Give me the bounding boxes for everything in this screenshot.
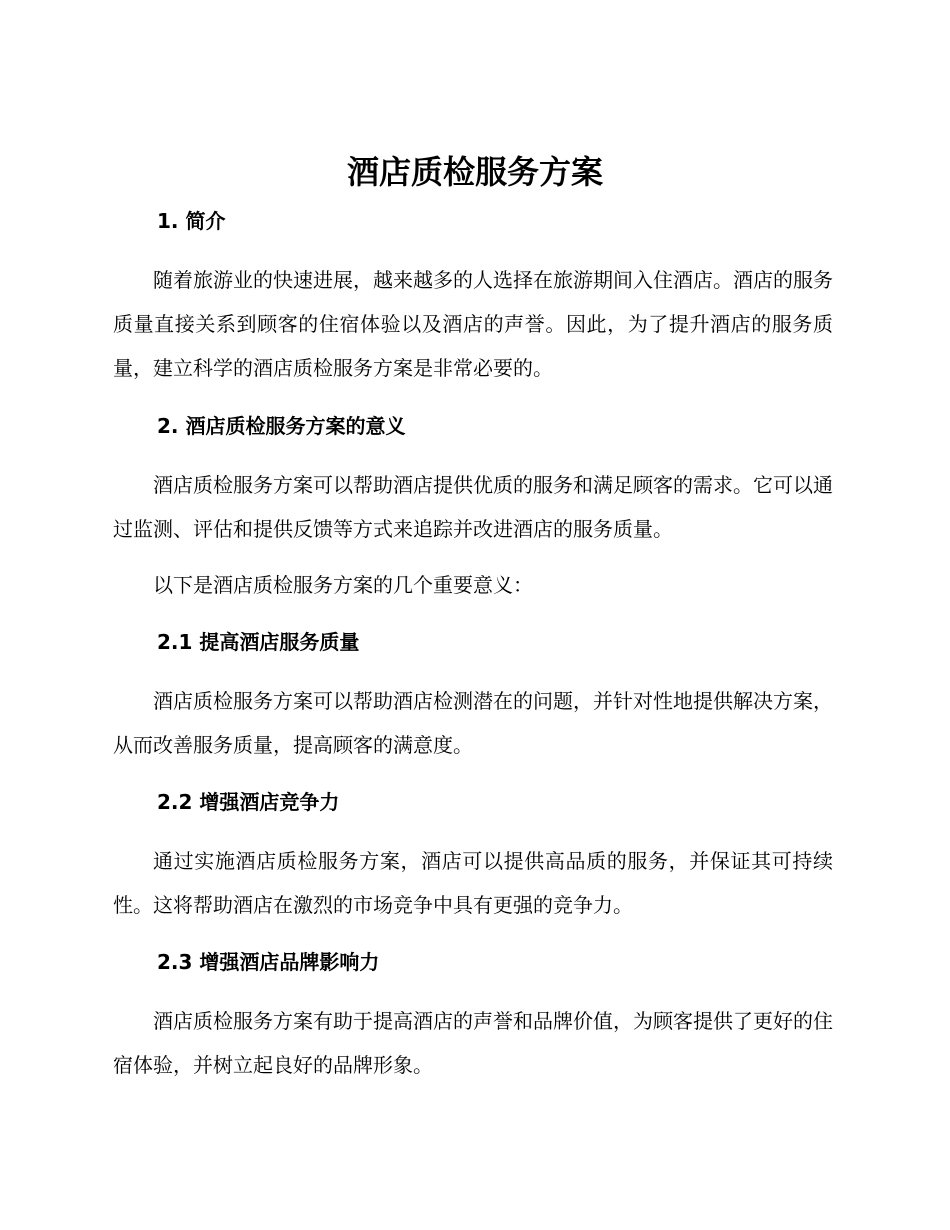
paragraph-quality: 酒店质检服务方案可以帮助酒店检测潜在的问题，并针对性地提供解决方案，从而改善服务质量，提高顾客的满意度。 bbox=[113, 689, 833, 757]
section-heading-competitiveness: 2.2 增强酒店竞争力 bbox=[157, 790, 340, 814]
document-title: 酒店质检服务方案 bbox=[346, 153, 603, 191]
paragraph-competitiveness: 通过实施酒店质检服务方案，酒店可以提供高品质的服务，并保证其可持续性。这将帮助酒店在激烈的市场竞争中具有更强的竞争力。 bbox=[113, 849, 833, 917]
paragraph-brand: 酒店质检服务方案有助于提高酒店的声誉和品牌价值，为顾客提供了更好的住宿体验，并树立起良好的品牌形象。 bbox=[113, 1009, 833, 1077]
section-heading-quality: 2.1 提高酒店服务质量 bbox=[157, 630, 360, 654]
section-heading-brand: 2.3 增强酒店品牌影响力 bbox=[157, 950, 380, 974]
section-heading-intro: 1. 简介 bbox=[157, 209, 226, 233]
paragraph-intro: 随着旅游业的快速进展，越来越多的人选择在旅游期间入住酒店。酒店的服务质量直接关系到顾客的住宿体验以及酒店的声誉。因此，为了提升酒店的服务质量，建立科学的酒店质检服务方案是非常必要的。 bbox=[113, 268, 833, 380]
section-heading-significance: 2. 酒店质检服务方案的意义 bbox=[157, 414, 406, 438]
paragraph-significance: 酒店质检服务方案可以帮助酒店提供优质的服务和满足顾客的需求。它可以通过监测、评估和提供反馈等方式来追踪并改进酒店的服务质量。 bbox=[113, 473, 833, 541]
paragraph-significance-list-intro: 以下是酒店质检服务方案的几个重要意义： bbox=[153, 573, 533, 597]
